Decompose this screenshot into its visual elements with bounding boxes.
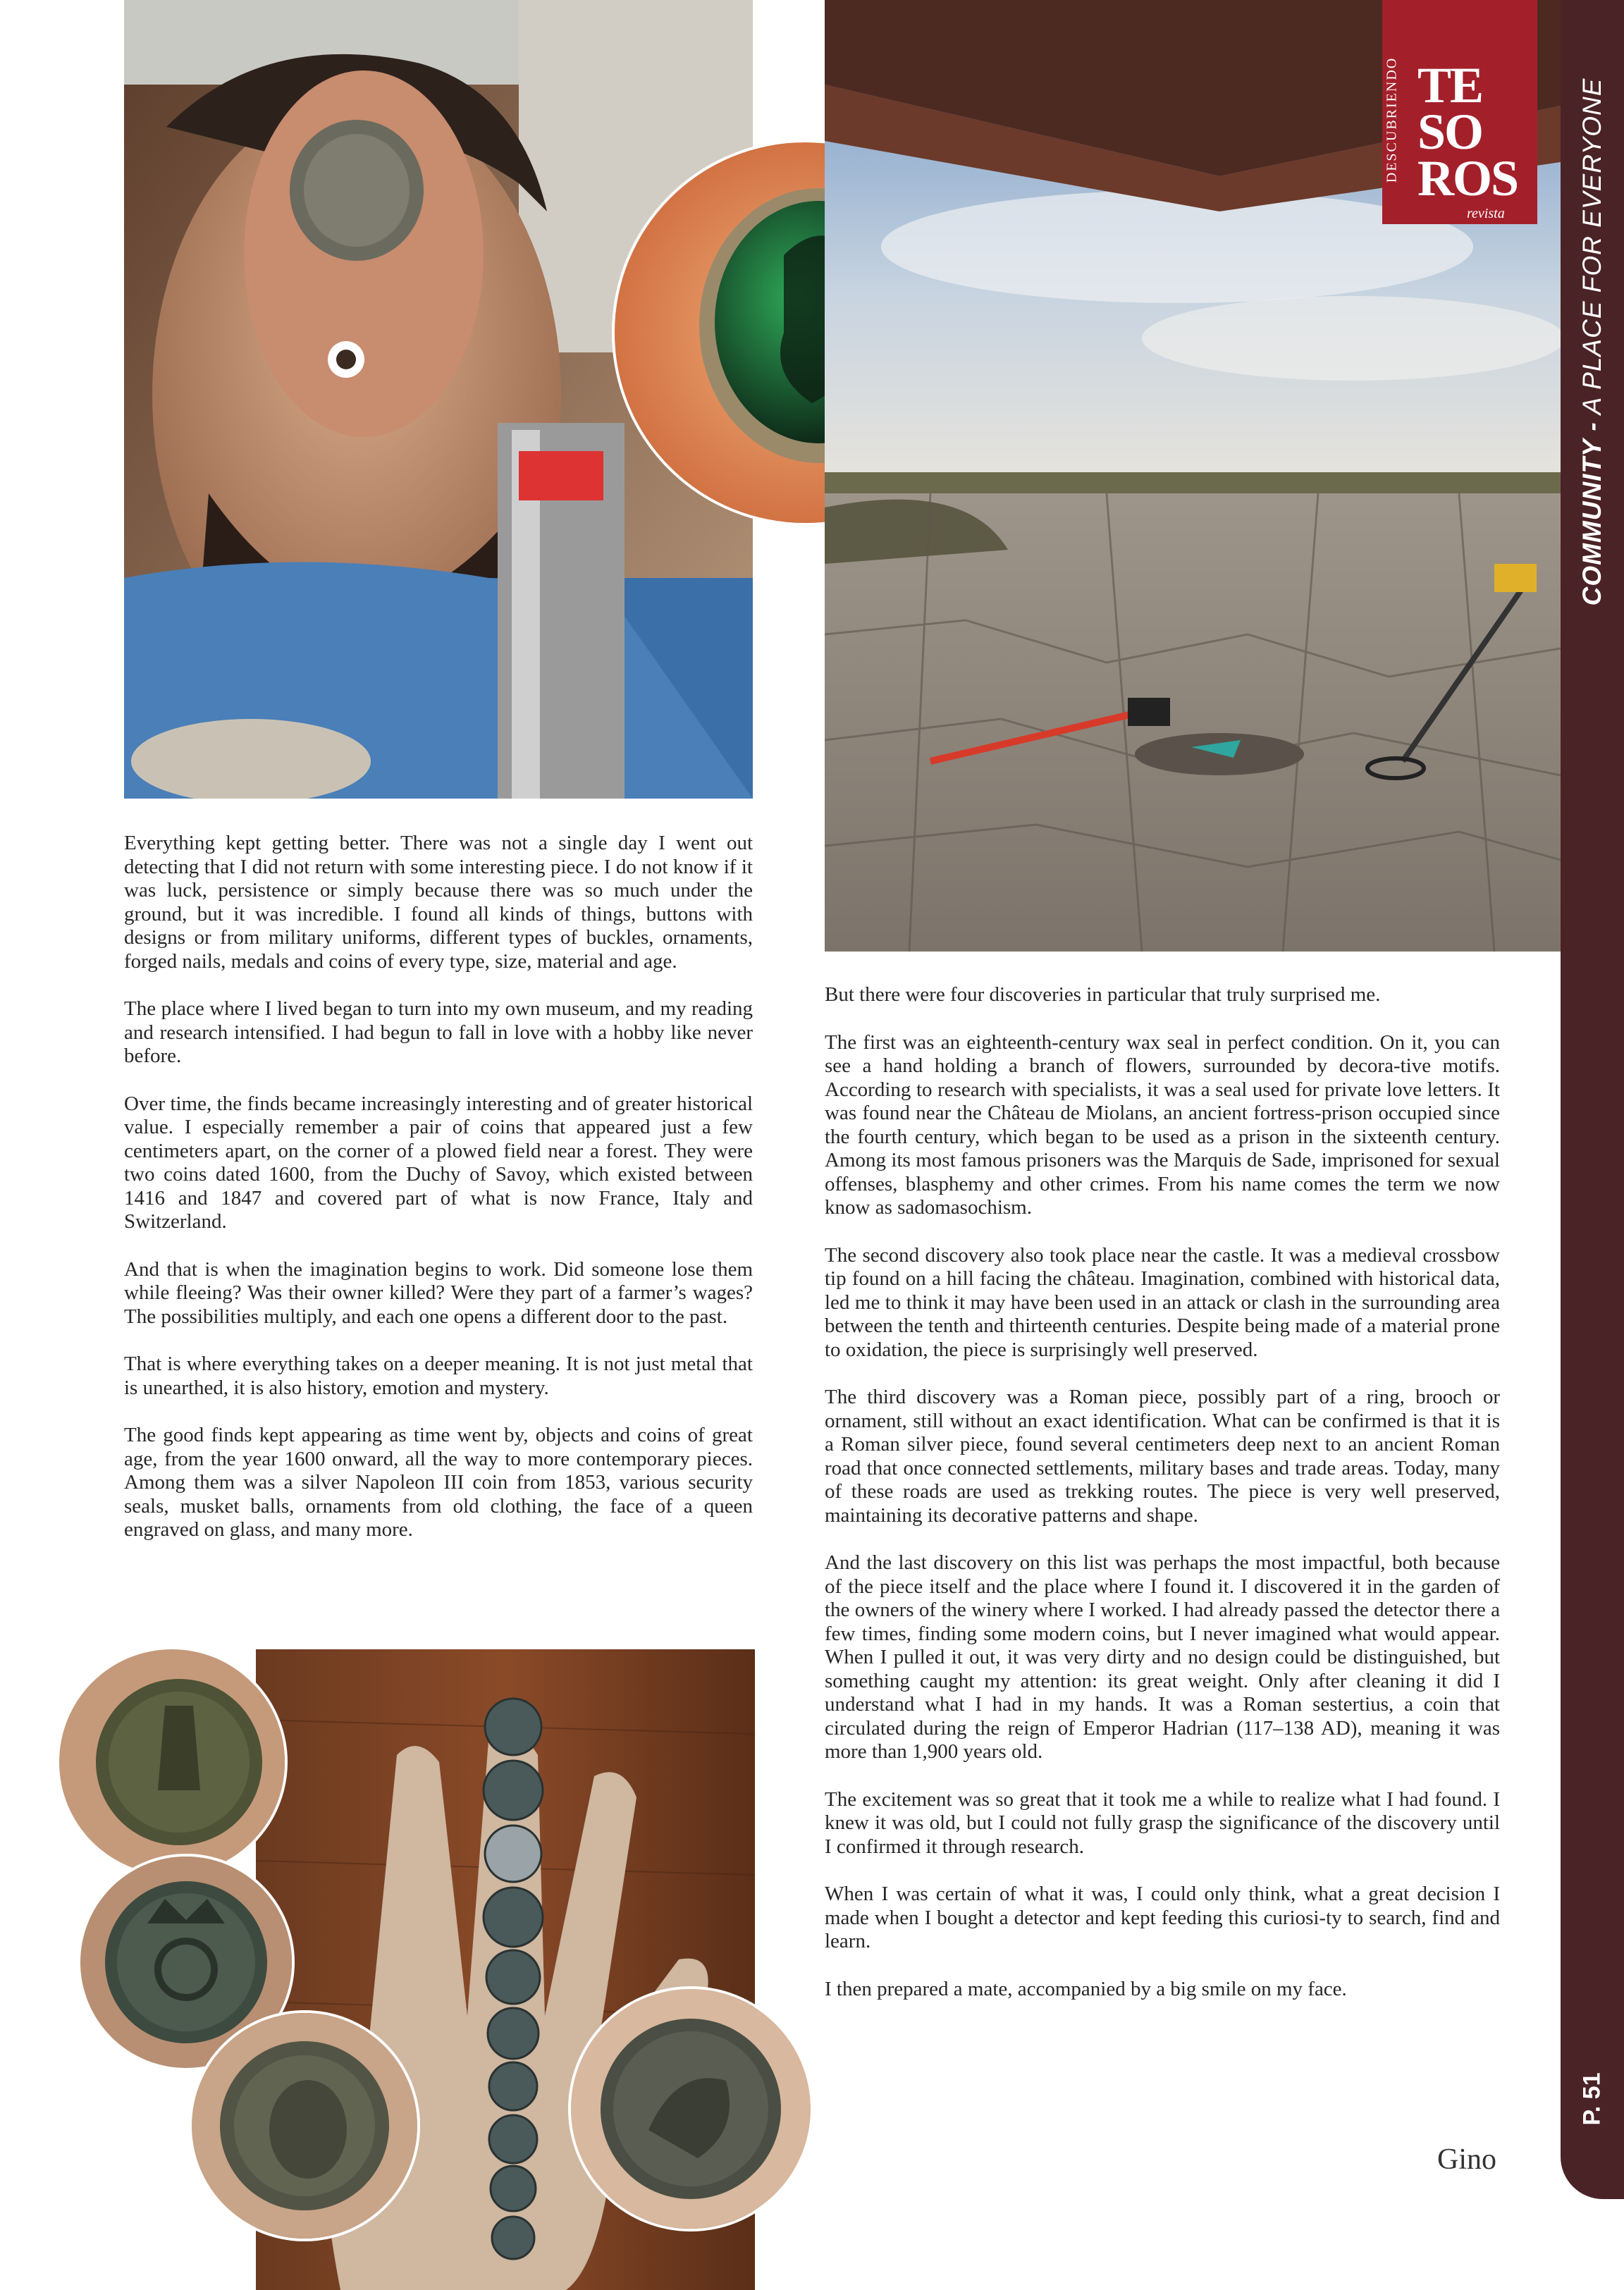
paragraph: The third discovery was a Roman piece, possibly part of a ring, brooch or ornament, still without an exact identification. What can be confirmed is that it is a Roman silver piece, found several centimeters deep next to an ancient Roman road that once connected settlements, military bases and trade areas. Today, many of these roads are used as trekking routes. The piece is very well preserved, maintaining its decorative patterns and shape. <box>825 1386 1500 1527</box>
paragraph: The excitement was so great that it took me a while to realize what I had found. I knew it was old, but I could not fully grasp the significance of the discovery until I confirmed it through research. <box>825 1787 1500 1858</box>
logo-line-2: SO <box>1417 104 1483 160</box>
logo-line-3: ROS <box>1417 150 1518 207</box>
paragraph: And that is when the imagination begins to work. Did someone lose them while fleeing? Was their owner killed? Were they part of a farmer’s wages? The possibilities multiply, and each one opens a different door to the past. <box>124 1257 753 1328</box>
paragraph: When I was certain of what it was, I could only think, what a great decision I made when I bought a detector and kept feeding this curiosi-ty to search, find and learn. <box>825 1883 1500 1952</box>
coin-emperor-image <box>192 2013 417 2239</box>
photo-wax-seal <box>568 1986 813 2231</box>
photo-coin-figure <box>56 1646 288 1878</box>
paragraph: The first was an eighteenth-century wax seal in perfect condition. On it, you can see a hand holding a branch of flowers, surrounded by decora-tive motifs. According to research with specialists, it was a seal used for private love letters. It was found near the Château de Miolans, an ancient fortress-prison occupied since the fourth century, which began to be used as a prison in the sixteenth century. Among its most famous prisoners was the Marquis de Sade, imprisoned for sexual offenses, blasphemy and other crimes. From his name comes the term we now know as sadomasochism. <box>825 1030 1500 1219</box>
page-number: P. 51 <box>1578 2072 1606 2126</box>
section-tagline: A PLACE FOR EVERYONE <box>1577 78 1606 422</box>
coin-figure-image <box>59 1649 285 1875</box>
section-title <box>1577 78 1607 606</box>
section-name: COMMUNITY - <box>1577 421 1606 606</box>
photo-coin-emperor <box>189 2010 420 2241</box>
paragraph: Over time, the finds became increasingly interesting and of greater historical value. I especially remember a pair of coins that appeared just a few centimeters apart, on the corner of a plowed field near a forest. They were two coins dated 1600, from the Duchy of Savoy, which existed between 1416 and 1847 and covered part of what is now France, Italy and Switzerland. <box>124 1092 753 1233</box>
logo-tesoros <box>1417 57 1518 207</box>
logo-line-1: TE <box>1417 57 1483 113</box>
left-text-column <box>124 832 753 1566</box>
paragraph: The good finds kept appearing as time went by, objects and coins of great age, from the year 1600 onward, all the way to more contemporary pieces. Among them was a silver Napoleon III coin from 1853, various security seals, musket balls, ornaments from old clothing, the face of a queen engraved on glass, and many more. <box>124 1424 753 1541</box>
magazine-logo <box>1382 0 1537 224</box>
wax-seal-image <box>571 1989 811 2229</box>
paragraph: That is where everything takes on a deeper meaning. It is not just metal that is unearthed, it is also history, emotion and mystery. <box>124 1353 753 1399</box>
right-text-column <box>825 983 1500 2025</box>
paragraph: Everything kept getting better. There was not a single day I went out detecting that I did not return with some interesting piece. I do not know if it was luck, persistence or simply because there was so much under the ground, but it was incredible. I found all kinds of things, buttons with designs or from military uniforms, different types of buckles, ornaments, forged nails, medals and coins of every type, size, material and age. <box>124 832 753 973</box>
paragraph: I then prepared a mate, accompanied by a big smile on my face. <box>825 1977 1347 2000</box>
paragraph: And the last discovery on this list was perhaps the most impactful, both because of the piece itself and the place where I found it. I discovered it in the garden of the owners of the winery where I worked. I had already passed the detector there a few times, finding some modern coins, but I never imagined what would appear. When I pulled it out, it was very dirty and no design could be distinguished, but something caught my attention: its great weight. Only after cleaning it did I understand what I had in my hands. It was a Roman sestertius, a coin that circulated during the reign of Emperor Hadrian (117–138 AD), meaning it was more than 1,900 years old. <box>825 1551 1500 1763</box>
paragraph: But there were four discoveries in particular that truly surprised me. <box>825 983 1381 1006</box>
paragraph: The place where I lived began to turn into my own museum, and my reading and research intensified. I had begun to fall in love with a hobby like never before. <box>124 997 753 1067</box>
logo-revista: revista <box>1467 206 1505 221</box>
logo-descubriendo: DESCUBRIENDO <box>1384 56 1400 183</box>
author-signature: Gino <box>1437 2143 1496 2176</box>
paragraph: The second discovery also took place near the castle. It was a medieval crossbow tip found on a hill facing the château. Imagination, combined with historical data, led me to think it may have been used in an attack or clash in the surrounding area between the tenth and thirteenth centuries. Despite being made of a material prone to oxidation, the piece is surprisingly well preserved. <box>825 1243 1500 1361</box>
